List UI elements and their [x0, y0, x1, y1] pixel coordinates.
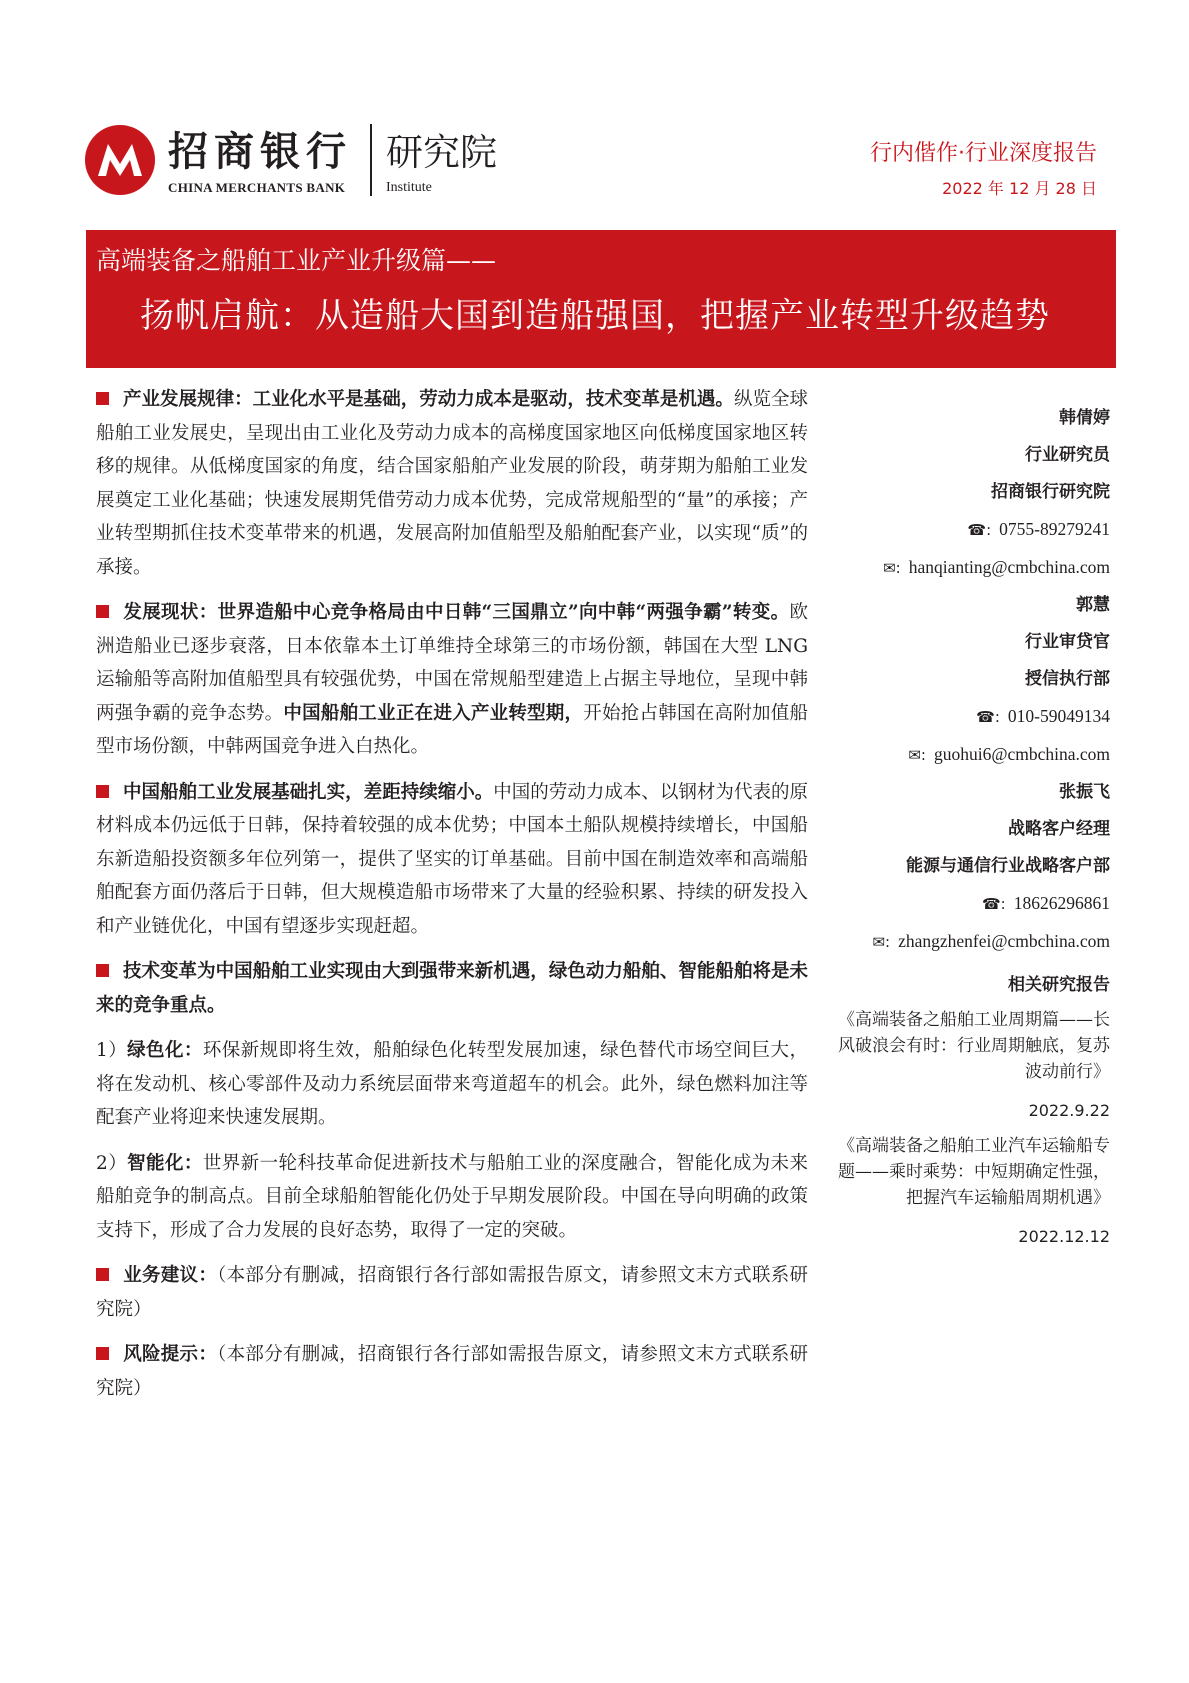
phone-icon: ☎:	[976, 708, 1000, 726]
phone-number: 18626296861	[1013, 893, 1110, 913]
item-number: 1）	[96, 1040, 128, 1061]
phone-number: 0755-89279241	[999, 519, 1110, 539]
report-subtitle: 高端装备之船舶工业产业升级篇——	[96, 246, 497, 275]
author-name: 郭慧	[1076, 595, 1110, 615]
author-title: 行业研究员	[1025, 445, 1110, 465]
bullet-square-icon	[96, 1347, 109, 1360]
paragraph-text: 纵览全球船舶工业发展史，呈现出由工业化及劳动力成本的高梯度国家地区向低梯度国家地区转移的规律。从低梯度国家的角度，结合国家船舶产业发展的阶段，萌芽期为船舶工业发展奠定工业化基础；快速发展期凭借劳动力成本优势，完成常规船型的“量”的承接；产业转型期抓住技术变革带来的机遇，发展高附加值船型及船舶配套产业，以实现“质”的承接。	[96, 389, 808, 578]
email-icon: ✉:	[872, 933, 891, 951]
paragraph-smart	[96, 1147, 808, 1248]
summary-column	[96, 383, 808, 1417]
paragraph-green	[96, 1034, 808, 1135]
paragraph-heading: 智能化：	[127, 1152, 203, 1174]
author-phone	[830, 698, 1110, 736]
author-email[interactable]	[830, 736, 1110, 774]
related-report-date: 2022.12.12	[1018, 1227, 1110, 1246]
phone-icon: ☎:	[967, 521, 992, 539]
logo-institute-en: Institute	[386, 180, 432, 195]
author-email[interactable]	[830, 923, 1110, 961]
bullet-square-icon	[96, 605, 109, 618]
paragraph-status	[96, 596, 808, 764]
email-icon: ✉:	[908, 746, 926, 764]
paragraph-foundation	[96, 776, 808, 944]
related-reports-heading: 相关研究报告	[1008, 975, 1110, 995]
related-report-title[interactable]: 《高端装备之船舶工业汽车运输船专题——乘时乘势：中短期确定性强，把握汽车运输船周期机遇》	[838, 1136, 1110, 1208]
bullet-square-icon	[96, 392, 109, 405]
paragraph-business-advice	[96, 1259, 808, 1326]
item-number: 2）	[96, 1152, 128, 1174]
paragraph-text: （本部分有删减，招商银行各行部如需报告原文，请参照文末方式联系研究院）	[96, 1265, 808, 1320]
phone-icon: ☎:	[982, 895, 1006, 913]
paragraph-text: 中国的劳动力成本、以钢材为代表的原材料成本仍远低于日韩，保持着较强的成本优势；中国本土船队规模持续增长，中国船东新造船投资额多年位列第一，提供了坚实的订单基础。目前中国在制造效率和高端船舶配套方面仍落后于日韩，但大规模造船市场带来了大量的经验积累、持续的研发投入和产业链优化，中国有望逐步实现赶超。	[96, 781, 808, 937]
report-date: 2022 年 12 月 28 日	[942, 179, 1097, 198]
email-address[interactable]: guohui6@cmbchina.com	[933, 744, 1110, 764]
author-title: 战略客户经理	[1008, 819, 1110, 839]
paragraph-text: 世界新一轮科技革命促进新技术与船舶工业的深度融合，智能化成为未来船舶竞争的制高点。目前全球船舶智能化仍处于早期发展阶段。中国在导向明确的政策支持下，形成了合力发展的良好态势，取得了一定的突破。	[96, 1152, 808, 1241]
email-address[interactable]: hanqianting@cmbchina.com	[908, 557, 1110, 577]
report-type: 行内偕作·行业深度报告	[870, 141, 1097, 166]
bullet-square-icon	[96, 785, 109, 798]
email-icon: ✉:	[883, 559, 901, 577]
email-address[interactable]: zhangzhenfei@cmbchina.com	[898, 931, 1110, 951]
author-title: 行业审贷官	[1025, 632, 1110, 652]
logo-cn-name: 招商银行	[168, 129, 352, 175]
paragraph-heading: 产业发展规律：工业化水平是基础，劳动力成本是驱动，技术变革是机遇。	[123, 389, 734, 410]
title-banner	[86, 230, 1116, 368]
logo-institute-cn: 研究院	[386, 131, 497, 174]
author-org: 招商银行研究院	[991, 482, 1110, 502]
paragraph-heading: 中国船舶工业发展基础扎实，差距持续缩小。	[123, 781, 494, 803]
logo-en-name: CHINA MERCHANTS BANK	[168, 180, 346, 195]
author-sidebar	[830, 400, 1110, 1255]
logo-divider	[370, 124, 372, 196]
paragraph-risk	[96, 1338, 808, 1405]
author-phone	[830, 511, 1110, 549]
paragraph-text: 欧洲造船业已逐步衰落，日本依靠本土订单维持全球第三的市场份额，韩国在大型 LNG 运输船等高附加值船型具有较强优势，中国在常规船型建造上占据主导地位，呈现中韩两强争霸的竞争态势。	[96, 602, 808, 724]
author-org: 授信执行部	[1025, 669, 1110, 689]
paragraph-heading: 发展现状：世界造船中心竞争格局由中日韩“三国鼎立”向中韩“两强争霸”转变。	[123, 602, 790, 623]
paragraph-heading: 技术变革为中国船舶工业实现由大到强带来新机遇，绿色动力船舶、智能船舶将是未来的竞争重点。	[96, 961, 808, 1016]
logo	[84, 120, 524, 200]
author-name: 韩倩婷	[1059, 408, 1110, 428]
bullet-square-icon	[96, 1268, 109, 1281]
author-phone	[830, 885, 1110, 923]
paragraph-emphasis: 中国船舶工业正在进入产业转型期，	[283, 702, 584, 724]
phone-number: 010-59049134	[1007, 706, 1110, 726]
paragraph-industry-rule	[96, 383, 808, 584]
paragraph-text: 开始抢占韩国在高附加值船型市场份额，中韩两国竞争进入白热化。	[96, 702, 808, 757]
paragraph-heading: 绿色化：	[127, 1040, 203, 1061]
paragraph-text: （本部分有删减，招商银行各行部如需报告原文，请参照文末方式联系研究院）	[96, 1344, 808, 1399]
paragraph-tech-change	[96, 955, 808, 1022]
author-name: 张振飞	[1059, 782, 1110, 802]
paragraph-text: 环保新规即将生效，船舶绿色化转型发展加速，绿色替代市场空间巨大，将在发动机、核心零部件及动力系统层面带来弯道超车的机会。此外，绿色燃料加注等配套产业将迎来快速发展期。	[96, 1040, 808, 1128]
bullet-square-icon	[96, 964, 109, 977]
author-email[interactable]	[830, 549, 1110, 587]
related-report-date: 2022.9.22	[1028, 1101, 1110, 1120]
cmb-logo-icon	[84, 124, 156, 196]
paragraph-heading: 风险提示：	[123, 1344, 218, 1365]
paragraph-heading: 业务建议：	[123, 1265, 218, 1286]
report-title: 扬帆启航：从造船大国到造船强国，把握产业转型升级趋势	[140, 296, 1050, 336]
related-report-title[interactable]: 《高端装备之船舶工业周期篇——长风破浪会有时：行业周期触底，复苏波动前行》	[838, 1010, 1110, 1082]
author-org: 能源与通信行业战略客户部	[906, 856, 1110, 876]
